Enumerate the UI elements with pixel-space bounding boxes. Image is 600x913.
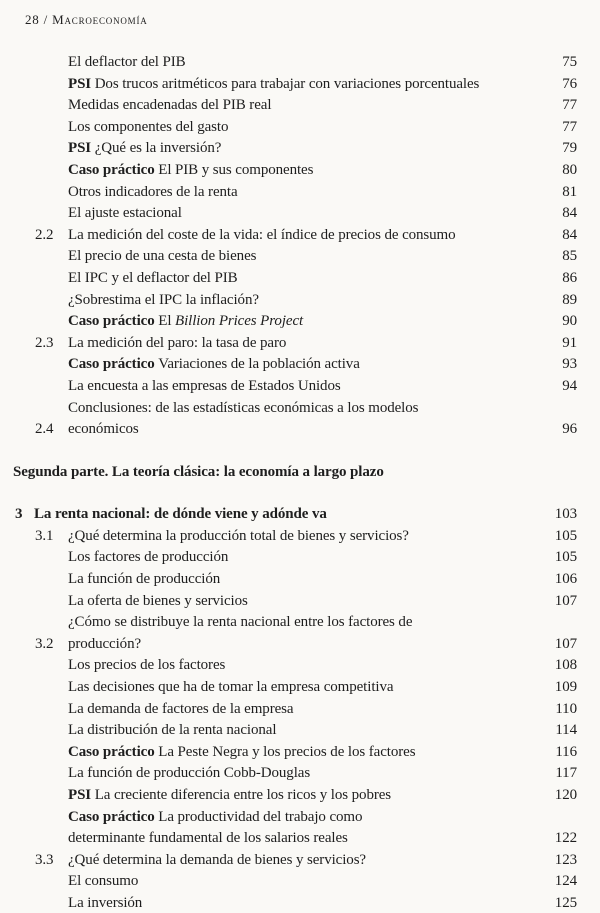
toc-label-segment: Caso práctico <box>68 743 159 760</box>
toc-entry-number: 3.1 <box>35 527 54 544</box>
toc-row <box>13 871 577 893</box>
toc-entry-number: 3.2 <box>35 635 54 652</box>
toc-entry-label <box>68 699 545 721</box>
toc-page-number: 105 <box>554 527 577 544</box>
toc-row <box>13 290 577 312</box>
toc-entry-label <box>68 290 545 312</box>
toc-label-segment: ¿Sobrestima el IPC la inflación? <box>68 291 259 308</box>
toc-entry-label <box>68 182 545 204</box>
toc-entry-label <box>68 742 545 764</box>
toc-label-segment: Caso práctico <box>68 161 159 178</box>
toc-entry-label <box>68 268 545 290</box>
toc-part-heading <box>13 462 577 484</box>
toc-row <box>13 311 577 333</box>
toc-label-segment: El consumo <box>68 873 139 890</box>
toc-entry-label <box>68 871 545 893</box>
toc-page-number: 91 <box>562 334 577 351</box>
toc-row <box>13 677 577 699</box>
toc-entry-label <box>68 138 545 160</box>
toc-row <box>13 203 577 225</box>
toc-row <box>13 763 577 785</box>
toc-row <box>13 74 577 96</box>
toc-label-segment: La productividad del trabajo como <box>158 808 363 825</box>
toc-entry-label <box>68 591 545 613</box>
toc-page-number: 123 <box>554 851 577 868</box>
toc-entry-number: 2.2 <box>35 226 54 243</box>
toc-label-segment: ¿Qué determina la producción total de bienes y servicios? <box>68 527 409 544</box>
toc-page-number: 96 <box>562 421 577 438</box>
toc-entry-label <box>34 504 545 526</box>
toc-page-number: 84 <box>562 205 577 222</box>
toc-label-segment: producción? <box>68 635 142 652</box>
toc-label-segment: Caso práctico <box>68 313 159 330</box>
toc-label-segment: El ajuste estacional <box>68 205 182 222</box>
toc-label-segment: El PIB y sus componentes <box>158 161 314 178</box>
toc-label-segment: PSI <box>68 75 95 92</box>
toc-page-number: 120 <box>554 787 577 803</box>
toc-entry-label <box>68 203 545 225</box>
toc-entry-label <box>68 354 545 376</box>
toc-page-number: 124 <box>554 873 577 890</box>
toc-row <box>13 504 577 526</box>
toc-row <box>13 354 577 376</box>
toc-page-number: 107 <box>554 635 577 652</box>
toc-row <box>13 612 577 655</box>
toc-label-segment: PSI <box>68 140 95 157</box>
toc-label-segment: ¿Cómo se distribuye la renta nacional entre los factores de <box>68 614 413 631</box>
toc-row <box>13 160 577 182</box>
toc-label-segment: Medidas encadenadas del PIB real <box>68 97 272 114</box>
toc-label-segment: La creciente diferencia entre los ricos y los pobres <box>94 787 392 803</box>
toc-page-number: 94 <box>562 377 577 394</box>
toc-row <box>13 699 577 721</box>
toc-row <box>13 720 577 742</box>
toc-label-segment: Variaciones de la población activa <box>158 356 360 373</box>
toc-entry-number: 3 <box>15 506 23 523</box>
toc-label-segment: El precio de una cesta de bienes <box>68 248 257 265</box>
toc-label-segment: PSI <box>68 787 95 803</box>
toc-page-number: 106 <box>554 571 577 588</box>
toc-row <box>13 591 577 613</box>
toc-row <box>13 333 577 355</box>
toc-label-segment: Caso práctico <box>68 808 159 825</box>
toc-label-segment: Las decisiones que ha de tomar la empresa competitiva <box>68 679 394 696</box>
toc-label-segment: El <box>158 313 176 330</box>
toc-entry-label <box>68 612 545 655</box>
toc-label-segment: Caso práctico <box>68 356 159 373</box>
toc-label-segment: La función de producción <box>68 571 221 588</box>
toc-page-number: 117 <box>555 765 577 782</box>
toc-row <box>13 117 577 139</box>
toc-page-number: 89 <box>562 291 577 308</box>
toc-label-segment: La medición del paro: la tasa de paro <box>68 334 287 351</box>
toc-label-segment: económicos <box>68 421 139 438</box>
toc-row <box>13 807 577 850</box>
toc-page-number: 80 <box>562 161 577 178</box>
toc-entry-label <box>68 807 545 850</box>
toc-row <box>13 398 577 441</box>
toc-entry-label <box>68 763 545 785</box>
toc-label-segment: La inversión <box>68 894 143 911</box>
toc-page-number: 109 <box>554 679 577 696</box>
toc-entry-label <box>68 720 545 742</box>
toc-label-segment: La demanda de factores de la empresa <box>68 700 294 717</box>
toc-entry-label <box>68 398 545 441</box>
toc-label-segment: El IPC y el deflactor del PIB <box>68 269 238 286</box>
toc-row <box>13 547 577 569</box>
toc-row <box>13 742 577 764</box>
toc-row <box>13 376 577 398</box>
toc-row <box>13 182 577 204</box>
toc-page-number: 114 <box>555 722 577 739</box>
toc-page-number: 125 <box>554 894 577 911</box>
toc-label-segment: determinante fundamental de los salarios reales <box>68 830 348 847</box>
toc-entry-label <box>68 569 545 591</box>
toc-page-number: 76 <box>562 75 577 92</box>
toc-label-segment: La distribución de la renta nacional <box>68 722 277 739</box>
toc-label-segment: El deflactor del PIB <box>68 54 186 70</box>
toc-label-segment: ¿Qué es la inversión? <box>94 140 222 157</box>
toc-label-segment: Segunda parte. La teoría clásica: la economía a largo plazo <box>13 463 384 480</box>
toc-row <box>13 569 577 591</box>
toc-page-number: 107 <box>554 592 577 609</box>
toc-entry-label <box>68 333 545 355</box>
toc-entry-label <box>68 547 545 569</box>
toc-label-segment: Los factores de producción <box>68 549 229 566</box>
toc-entry-label <box>68 655 545 677</box>
toc-entry-label <box>68 677 545 699</box>
toc-label-segment: La función de producción Cobb-Douglas <box>68 765 311 782</box>
toc-entry-label <box>68 376 545 398</box>
toc-label-segment: Dos trucos aritméticos para trabajar con variaciones porcentuales <box>94 75 480 92</box>
toc-entry-label <box>68 526 545 548</box>
toc-page-number: 116 <box>555 743 577 760</box>
toc-entry-label <box>68 117 545 139</box>
toc-label-segment: La oferta de bienes y servicios <box>68 592 248 609</box>
toc-row <box>13 893 577 913</box>
toc-page-number: 90 <box>562 313 577 330</box>
toc-label-segment: La Peste Negra y los precios de los factores <box>158 743 416 760</box>
toc-label-segment: Conclusiones: de las estadísticas económicas a los modelos <box>68 399 419 416</box>
toc-row <box>13 526 577 548</box>
toc-row <box>13 268 577 290</box>
toc-label-segment: ¿Qué determina la demanda de bienes y servicios? <box>68 851 366 868</box>
toc-entry-number: 2.4 <box>35 421 54 438</box>
toc-entry-label <box>68 850 545 872</box>
toc-entry-label <box>68 160 545 182</box>
toc-page-number: 85 <box>562 248 577 265</box>
page-header: 28 / Macroeconomía <box>25 12 148 27</box>
toc-entry-label <box>68 311 545 333</box>
toc-page-number: 86 <box>562 269 577 286</box>
toc-row <box>13 138 577 160</box>
toc-entry-label <box>68 74 545 96</box>
toc-page-number: 122 <box>554 830 577 847</box>
toc-entry-label <box>13 462 577 484</box>
toc-label-segment: Los precios de los factores <box>68 657 226 674</box>
toc-page-number: 81 <box>562 183 577 200</box>
toc-page-number: 103 <box>554 506 577 523</box>
toc-row <box>13 655 577 677</box>
toc-page-number: 77 <box>562 97 577 114</box>
toc-entry-label <box>68 785 545 807</box>
toc-row <box>13 785 577 807</box>
toc-page-number: 93 <box>562 356 577 373</box>
toc-page-number: 77 <box>562 118 577 135</box>
toc-list <box>13 52 577 913</box>
toc-row <box>13 246 577 268</box>
toc-page-number: 75 <box>562 54 577 70</box>
toc-entry-label <box>68 95 545 117</box>
toc-page-number: 108 <box>554 657 577 674</box>
toc-page-number: 84 <box>562 226 577 243</box>
toc-label-segment: Otros indicadores de la renta <box>68 183 238 200</box>
toc-entry-label <box>68 893 545 913</box>
toc-entry-label <box>68 225 545 247</box>
toc-label-segment: La encuesta a las empresas de Estados Unidos <box>68 377 341 394</box>
toc-entry-label <box>68 52 545 74</box>
toc-row <box>13 225 577 247</box>
toc-row <box>13 850 577 872</box>
toc-entry-label <box>68 246 545 268</box>
toc-label-segment: Billion Prices Project <box>175 313 304 330</box>
toc-entry-number: 2.3 <box>35 334 54 351</box>
toc-page-number: 105 <box>554 549 577 566</box>
toc-label-segment: La renta nacional: de dónde viene y adónde va <box>34 506 327 523</box>
toc-label-segment: Los componentes del gasto <box>68 118 229 135</box>
toc-row <box>13 95 577 117</box>
toc-entry-number: 3.3 <box>35 851 54 868</box>
toc-label-segment: La medición del coste de la vida: el índice de precios de consumo <box>68 226 456 243</box>
toc-page-number: 110 <box>555 700 577 717</box>
toc-page-number: 79 <box>562 140 577 157</box>
toc-row <box>13 52 577 74</box>
